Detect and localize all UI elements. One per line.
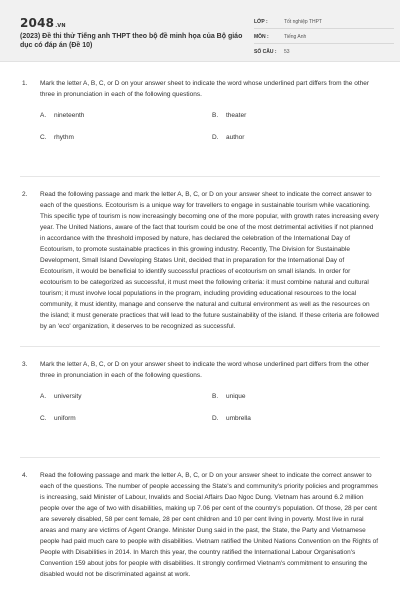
option-d[interactable] (212, 413, 251, 424)
option-text: author (226, 134, 245, 141)
answer-options (0, 110, 400, 162)
option-letter: D. (212, 415, 219, 422)
option-text: uniform (54, 415, 76, 422)
logo-suffix: .VN (55, 23, 66, 29)
option-text: university (54, 393, 82, 400)
option-text: rhythm (54, 134, 74, 141)
divider (20, 457, 380, 458)
question-text: Mark the letter A, B, C, or D on your answer sheet to indicate the word whose underlined part differs from the other three in pronunciation in each of the following questions. (40, 361, 370, 379)
logo-text: 2048 (20, 16, 55, 30)
question-number: 4. (22, 472, 28, 479)
meta-subject-value: Tiếng Anh (284, 34, 307, 40)
question-2 (0, 189, 400, 332)
option-letter: C. (40, 415, 47, 422)
meta-count-value: 53 (284, 49, 290, 55)
option-letter: A. (40, 112, 47, 119)
option-c[interactable] (40, 132, 74, 143)
meta-subject (254, 30, 394, 44)
option-text: theater (226, 112, 247, 119)
question-text: Mark the letter A, B, C, or D on your answer sheet to indicate the word whose underlined part differs from the other three in pronunciation in each of the following questions. (40, 80, 370, 98)
option-b[interactable] (212, 391, 246, 402)
option-d[interactable] (212, 132, 244, 143)
option-text: unique (226, 393, 246, 400)
option-letter: D. (212, 134, 219, 141)
option-text: umbrella (226, 415, 251, 422)
question-3 (0, 359, 400, 443)
option-letter: A. (40, 393, 47, 400)
divider (20, 346, 380, 347)
question-number: 3. (22, 361, 28, 368)
meta-class (254, 15, 394, 29)
option-letter: B. (212, 112, 219, 119)
meta-question-count (254, 45, 394, 59)
meta-count-label: SỐ CÂU : (254, 49, 277, 55)
question-4 (0, 470, 400, 580)
question-text: Read the following passage and mark the letter A, B, C, or D on your answer sheet to indicate the correct answer to each of the questions. The number of people accessing the State's and community's priority policies and programmes is increasing, said Minister of Labour, Invalids and Social Affairs Dao Ngoc Dung. Vietnam has around 6.2 million people over the age of two with disabilities, making up 7.06 per cent of the country's population. Of those, 28 per cent are severely disabled, 58 per cent female, 28 per cent children and 10 per cent living in poverty. Most live in rural areas and many are victims of Agent Orange. Minister Dung said in the past, the State, the Party and Vietnamese people had paid much care to people with disabilities. Vietnam ratified the United Nations Convention on the Rights of People with Disabilities in 2014. In March this year, the country ratified the International Labour Organisation's Convention 159 about jobs for people with disabilities. It strongly confirmed Vietnam's commitment to ensuring the disabled would not be discriminated against at work. (40, 472, 379, 578)
question-1 (0, 78, 400, 162)
exam-title: (2023) Đề thi thử Tiếng anh THPT theo bộ đề minh họa của Bộ giáo dục có đáp án (Đề 10) (20, 33, 243, 49)
option-text: nineteenth (54, 112, 85, 119)
question-text: Read the following passage and mark the letter A, B, C, or D on your answer sheet to indicate the correct answer to each of the questions. Ecotourism is a unique way for travellers to engage in sustainable tourism while vacationing. This specific type of tourism is now increasingly becoming one of the more popular, with growth rates increasing every year. The United Nations, aware of the fact that tourism could be one of the most detrimental activities if not planned in accordance with the threshold imposed by nature, has declared the celebration of the International Day of Ecotourism, to promote sustainable practices in this growing industry. Recently, The Division for Sustainable Development, Small Island Developing States Unit, decided that in preparation for the International Day of Ecotourism, it would be beneficial to identify successful practices of ecotourism on small islands. In order for ecotourism to be categorized as successful, it must meet the following criteria: it must combine natural and cultural tourism; it must involve local populations in the program, including providing educational resources to the local community, it must identity, manage and conserve the natural and cultural environment as well as the resources on the island; it must generate practices that will lead to the future sustainability of the island. If these criteria are followed by an 'eco' organization, it deserves to be recognized as successful. (40, 191, 379, 330)
site-logo[interactable] (20, 16, 66, 30)
exam-header (0, 0, 400, 62)
answer-options (0, 391, 400, 443)
divider (20, 176, 380, 177)
meta-subject-label: MÔN : (254, 34, 269, 40)
option-b[interactable] (212, 110, 246, 121)
option-a[interactable] (40, 391, 81, 402)
option-a[interactable] (40, 110, 84, 121)
option-letter: B. (212, 393, 219, 400)
question-list (0, 78, 400, 594)
question-number: 2. (22, 191, 28, 198)
meta-class-value: Tốt nghiệp THPT (284, 19, 322, 25)
question-number: 1. (22, 80, 28, 87)
meta-class-label: LỚP : (254, 19, 268, 25)
option-c[interactable] (40, 413, 76, 424)
option-letter: C. (40, 134, 47, 141)
